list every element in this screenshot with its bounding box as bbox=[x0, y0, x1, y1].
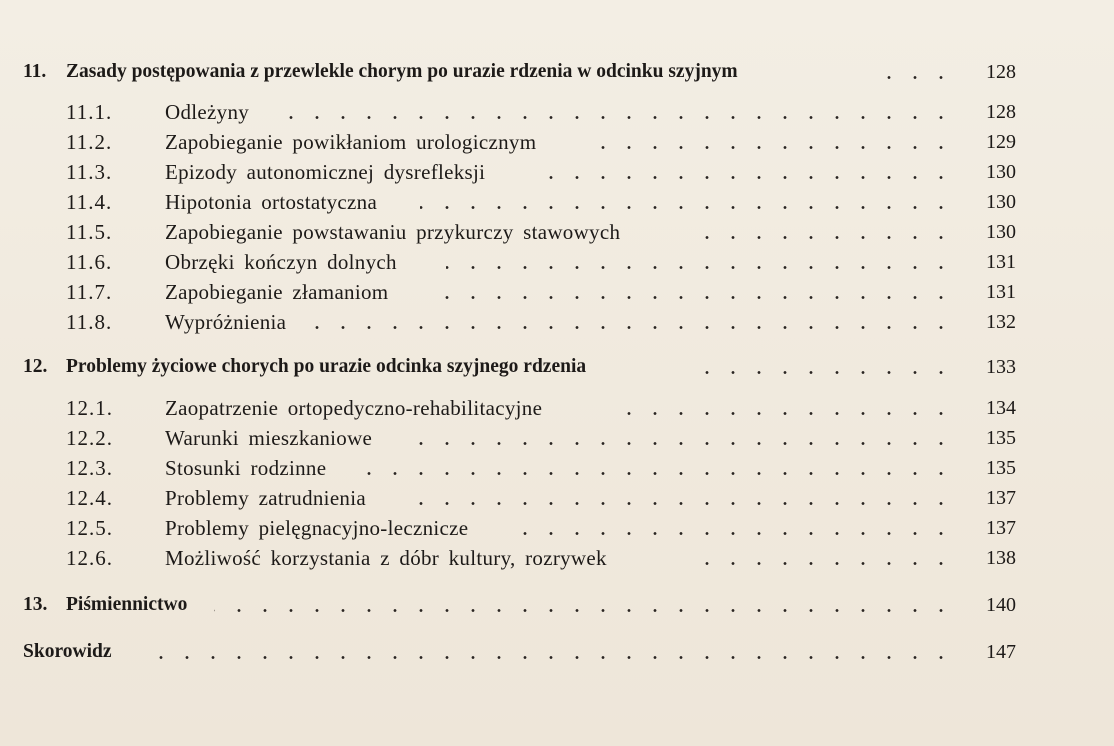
page-number: 135 bbox=[986, 457, 1016, 479]
chapter-title: Piśmiennictwo bbox=[66, 594, 188, 615]
page-number: 131 bbox=[986, 281, 1016, 303]
dot-leader bbox=[694, 371, 954, 374]
page-number: 130 bbox=[986, 191, 1016, 213]
toc-item-12-4[interactable] bbox=[0, 483, 1114, 513]
index-title: Skorowidz bbox=[23, 641, 112, 662]
dot-leader bbox=[416, 442, 954, 445]
item-title: Stosunki rodzinne bbox=[165, 456, 327, 480]
item-title: Odleżyny bbox=[165, 100, 250, 124]
page-number: 130 bbox=[986, 161, 1016, 183]
item-title: Warunki mieszkaniowe bbox=[165, 426, 373, 450]
dot-leader bbox=[420, 206, 954, 209]
page-number: 132 bbox=[986, 311, 1016, 333]
page-number: 131 bbox=[986, 251, 1016, 273]
item-number: 11.5. bbox=[66, 220, 113, 244]
item-title: Zapobieganie powstawaniu przykurczy stawowych bbox=[165, 220, 621, 244]
item-number: 12.6. bbox=[66, 546, 113, 570]
toc-item-12-6[interactable] bbox=[0, 543, 1114, 573]
item-title: Zaopatrzenie ortopedyczno-rehabilitacyjne bbox=[165, 396, 543, 420]
chapter-title: Zasady postępowania z przewlekle chorym po urazie rdzenia w odcinku szyjnym bbox=[66, 61, 738, 82]
page-number: 138 bbox=[986, 547, 1016, 569]
item-number: 11.8. bbox=[66, 310, 113, 334]
item-number: 12.5. bbox=[66, 516, 113, 540]
toc-item-11-4[interactable] bbox=[0, 187, 1114, 217]
toc-item-11-1[interactable] bbox=[0, 97, 1114, 127]
item-title: Problemy zatrudnienia bbox=[165, 486, 366, 510]
item-number: 11.2. bbox=[66, 130, 113, 154]
toc-item-11-2[interactable] bbox=[0, 127, 1114, 157]
chapter-number: 12. bbox=[23, 356, 48, 377]
chapter-number: 11. bbox=[23, 61, 47, 82]
item-number: 11.7. bbox=[66, 280, 113, 304]
chapter-title: Problemy życiowe chorych po urazie odcinka szyjnego rdzenia bbox=[66, 356, 587, 377]
page-number: 128 bbox=[986, 101, 1016, 123]
toc-item-12-5[interactable] bbox=[0, 513, 1114, 543]
dot-leader bbox=[690, 562, 954, 565]
item-number: 12.2. bbox=[66, 426, 113, 450]
item-number: 12.3. bbox=[66, 456, 113, 480]
item-number: 11.4. bbox=[66, 190, 113, 214]
chapter-number: 13. bbox=[23, 594, 48, 615]
dot-leader bbox=[874, 76, 954, 79]
dot-leader bbox=[310, 326, 954, 329]
item-title: Problemy pielęgnacyjno-lecznicze bbox=[165, 516, 469, 540]
toc-index[interactable] bbox=[0, 637, 1114, 667]
item-number: 12.1. bbox=[66, 396, 113, 420]
toc-item-12-3[interactable] bbox=[0, 453, 1114, 483]
item-number: 11.1. bbox=[66, 100, 113, 124]
toc-item-11-8[interactable] bbox=[0, 307, 1114, 337]
dot-leader bbox=[140, 656, 954, 659]
toc-item-11-7[interactable] bbox=[0, 277, 1114, 307]
toc-chapter-12[interactable] bbox=[0, 352, 1114, 382]
page-number: 137 bbox=[986, 517, 1016, 539]
page-number: 129 bbox=[986, 131, 1016, 153]
dot-leader bbox=[690, 236, 954, 239]
page-number: 128 bbox=[986, 61, 1016, 83]
item-title: Możliwość korzystania z dóbr kultury, rozrywek bbox=[165, 546, 607, 570]
item-title: Zapobieganie powikłaniom urologicznym bbox=[165, 130, 537, 154]
dot-leader bbox=[600, 146, 954, 149]
dot-leader bbox=[610, 412, 954, 415]
dot-leader bbox=[446, 266, 954, 269]
dot-leader bbox=[414, 502, 954, 505]
toc-item-11-3[interactable] bbox=[0, 157, 1114, 187]
page-number: 134 bbox=[986, 397, 1016, 419]
item-title: Wypróżnienia bbox=[165, 310, 287, 334]
page-number: 135 bbox=[986, 427, 1016, 449]
item-title: Epizody autonomicznej dysrefleksji bbox=[165, 160, 486, 184]
dot-leader bbox=[214, 609, 954, 612]
dot-leader bbox=[268, 116, 954, 119]
toc-chapter-11[interactable] bbox=[0, 57, 1114, 87]
item-number: 11.3. bbox=[66, 160, 113, 184]
dot-leader bbox=[512, 532, 954, 535]
toc-item-12-1[interactable] bbox=[0, 393, 1114, 423]
page-number: 130 bbox=[986, 221, 1016, 243]
item-number: 11.6. bbox=[66, 250, 113, 274]
item-title: Hipotonia ortostatyczna bbox=[165, 190, 378, 214]
item-title: Zapobieganie złamaniom bbox=[165, 280, 389, 304]
toc-item-11-6[interactable] bbox=[0, 247, 1114, 277]
page-number: 133 bbox=[986, 356, 1016, 378]
dot-leader bbox=[364, 472, 954, 475]
toc-chapter-13[interactable] bbox=[0, 590, 1114, 620]
dot-leader bbox=[440, 296, 954, 299]
toc-item-11-5[interactable] bbox=[0, 217, 1114, 247]
dot-leader bbox=[540, 176, 954, 179]
page-number: 140 bbox=[986, 594, 1016, 616]
item-title: Obrzęki kończyn dolnych bbox=[165, 250, 397, 274]
item-number: 12.4. bbox=[66, 486, 113, 510]
page-number: 147 bbox=[986, 641, 1016, 663]
toc-item-12-2[interactable] bbox=[0, 423, 1114, 453]
page-number: 137 bbox=[986, 487, 1016, 509]
